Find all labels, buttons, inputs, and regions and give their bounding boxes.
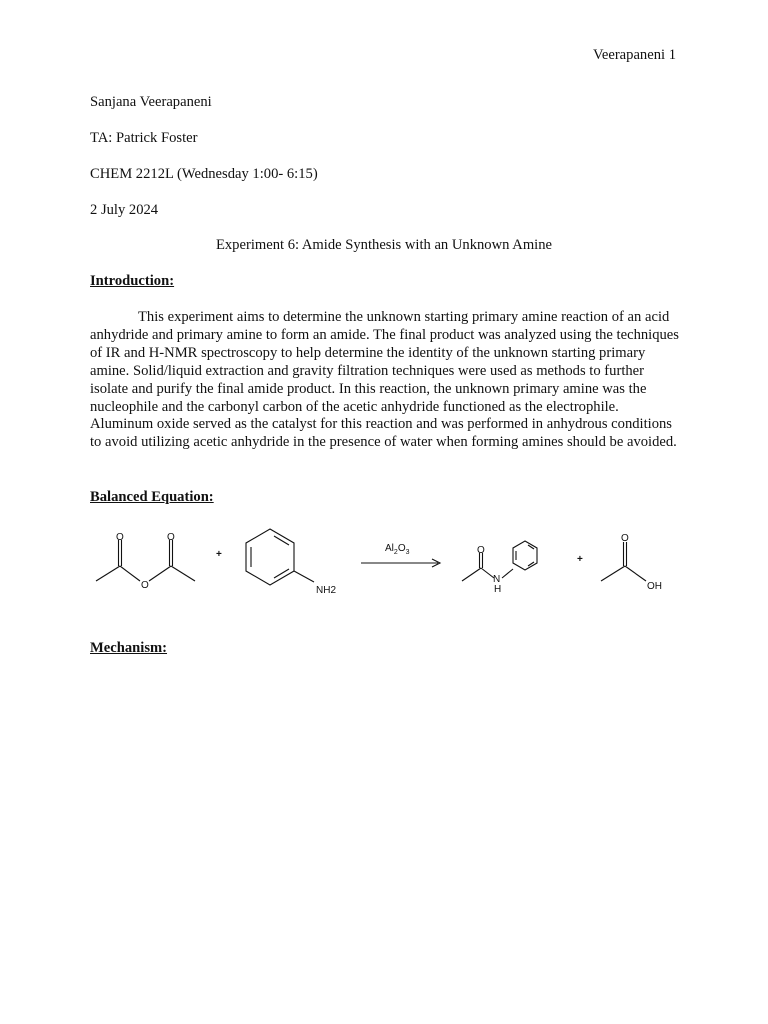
reaction-scheme	[88, 525, 688, 615]
acetic-anhydride-structure	[96, 540, 195, 581]
balanced-equation-heading: Balanced Equation:	[90, 489, 214, 505]
amide-n: N	[493, 574, 501, 585]
amide-o: O	[477, 545, 485, 556]
anhydride-carbonyl-o-right: O	[167, 532, 175, 543]
reaction-arrow	[361, 559, 440, 567]
plus-sign-2: +	[577, 554, 583, 565]
experiment-title: Experiment 6: Amide Synthesis with an Unknown Amine	[215, 237, 553, 253]
acetic-acid-structure	[601, 542, 646, 581]
mechanism-heading: Mechanism:	[90, 640, 168, 656]
course-line: CHEM 2212L (Wednesday 1:00- 6:15)	[90, 166, 318, 182]
introduction-heading: Introduction:	[90, 273, 175, 289]
aniline-structure	[246, 529, 314, 585]
introduction-paragraph: This experiment aims to determine the unknown starting primary amine reaction of an acid anhydride and primary amine to form an amide. The final product was analyzed using the techniques of IR and H-NMR spectroscopy to help determine the identity of the unknown starting primary amine. Solid/liquid extraction and gravity filtration techniques were used as methods to further isolate and purify the final amide product. In this reaction, the unknown primary amine was the nucleophile and the carbonyl carbon of the acetic anhydride functioned as the electrophile. Aluminum oxide served as the catalyst for this reaction and was performed in anhydrous conditions to avoid utilizing acetic anhydride in the presence of water when forming amines should be avoided.	[90, 309, 679, 451]
date-line: 2 July 2024	[90, 202, 159, 218]
anhydride-bridge-o: O	[141, 580, 149, 591]
acid-oh: OH	[647, 581, 662, 592]
ta-line: TA: Patrick Foster	[90, 130, 198, 146]
amine-nh2-label: NH2	[316, 585, 337, 596]
plus-sign-1: +	[216, 549, 222, 560]
acid-carbonyl-o: O	[621, 533, 629, 544]
anhydride-carbonyl-o-left: O	[116, 532, 124, 543]
running-head: Veerapaneni 1	[592, 47, 676, 63]
amide-h: H	[494, 584, 502, 595]
author-name: Sanjana Veerapaneni	[90, 94, 212, 110]
catalyst-label: $Al_2O_3$	[385, 543, 410, 556]
